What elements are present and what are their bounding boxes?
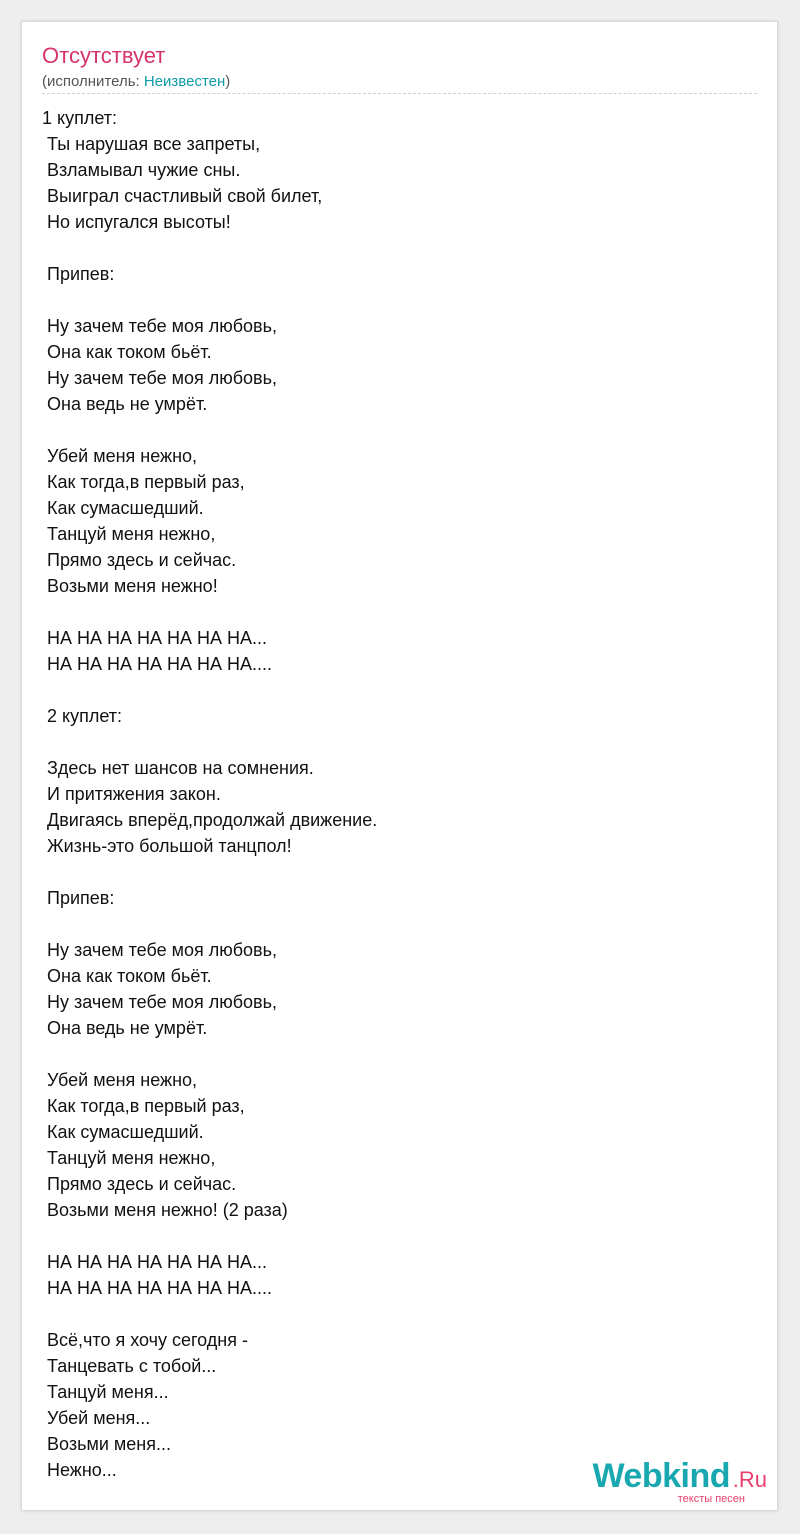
lyric-line: Она как током бьёт. xyxy=(42,342,212,362)
lyric-line xyxy=(42,287,377,313)
lyric-line: Убей меня нежно, xyxy=(42,1070,198,1090)
lyric-line: Ты нарушая все запреты, xyxy=(42,134,261,154)
lyric-line: НА НА НА НА НА НА НА... xyxy=(42,628,268,648)
artist-prefix: (исполнитель: xyxy=(42,73,144,90)
logo-domain: .Ru xyxy=(732,1467,767,1492)
lyric-line: Жизнь-это большой танцпол! xyxy=(42,836,292,856)
lyric-line: Как тогда,в первый раз, xyxy=(42,1096,245,1116)
lyric-line: Танцуй меня... xyxy=(42,1382,169,1402)
lyric-line: Ну зачем тебе моя любовь, xyxy=(42,316,278,336)
webkind-logo[interactable] xyxy=(571,1456,771,1506)
lyric-line: Возьми меня нежно! (2 раза) xyxy=(42,1200,288,1220)
lyric-line xyxy=(42,417,377,443)
lyric-line xyxy=(42,1223,377,1249)
lyric-line: Танцуй меня нежно, xyxy=(42,1148,216,1168)
lyrics-card xyxy=(21,21,778,1511)
lyric-line: И притяжения закон. xyxy=(42,784,221,804)
lyric-line xyxy=(42,677,377,703)
lyric-line xyxy=(42,729,377,755)
lyric-line xyxy=(42,911,377,937)
logo-tagline: тексты песен xyxy=(677,1493,745,1505)
lyric-line: 1 куплет: xyxy=(42,108,117,128)
lyric-line: НА НА НА НА НА НА НА.... xyxy=(42,1278,273,1298)
lyric-line: Всё,что я хочу сегодня - xyxy=(42,1330,248,1350)
artist-suffix: ) xyxy=(225,73,231,90)
lyric-line: Ну зачем тебе моя любовь, xyxy=(42,940,278,960)
lyric-line: Возьми меня... xyxy=(42,1434,171,1454)
lyric-line: Взламывал чужие сны. xyxy=(42,160,241,180)
lyric-line: Ну зачем тебе моя любовь, xyxy=(42,368,278,388)
lyric-line: Как сумасшедший. xyxy=(42,498,204,518)
lyric-line: НА НА НА НА НА НА НА.... xyxy=(42,654,273,674)
lyric-line: Прямо здесь и сейчас. xyxy=(42,550,237,570)
lyric-line: Двигаясь вперёд,продолжай движение. xyxy=(42,810,378,830)
lyric-line xyxy=(42,235,377,261)
lyric-line: Танцевать с тобой... xyxy=(42,1356,217,1376)
lyric-line xyxy=(42,1301,377,1327)
lyric-line: Ну зачем тебе моя любовь, xyxy=(42,992,278,1012)
lyric-line: Как тогда,в первый раз, xyxy=(42,472,245,492)
logo-word: Webkind xyxy=(592,1457,730,1495)
lyric-line: Она ведь не умрёт. xyxy=(42,394,208,414)
lyric-line: Она ведь не умрёт. xyxy=(42,1018,208,1038)
lyric-line xyxy=(42,599,377,625)
song-title: Отсутствует xyxy=(42,43,166,68)
lyric-line: Здесь нет шансов на сомнения. xyxy=(42,758,314,778)
artist-link[interactable]: Неизвестен xyxy=(143,73,226,90)
lyric-line: Припев: xyxy=(42,264,115,284)
lyric-line: Но испугался высоты! xyxy=(42,212,231,232)
lyrics-text xyxy=(42,105,377,1483)
lyric-line: Убей меня... xyxy=(42,1408,151,1428)
lyric-line: Танцуй меня нежно, xyxy=(42,524,216,544)
artist-line xyxy=(42,72,230,92)
lyric-line: Прямо здесь и сейчас. xyxy=(42,1174,237,1194)
divider xyxy=(42,93,757,94)
lyric-line: Она как током бьёт. xyxy=(42,966,212,986)
lyric-line xyxy=(42,859,377,885)
lyric-line: Выиграл счастливый свой билет, xyxy=(42,186,323,206)
lyric-line: НА НА НА НА НА НА НА... xyxy=(42,1252,268,1272)
lyric-line xyxy=(42,1041,377,1067)
lyric-line: Возьми меня нежно! xyxy=(42,576,218,596)
lyric-line: Припев: xyxy=(42,888,115,908)
lyric-line: Нежно... xyxy=(42,1460,117,1480)
lyric-line: Как сумасшедший. xyxy=(42,1122,204,1142)
lyric-line: 2 куплет: xyxy=(42,706,122,726)
lyric-line: Убей меня нежно, xyxy=(42,446,198,466)
